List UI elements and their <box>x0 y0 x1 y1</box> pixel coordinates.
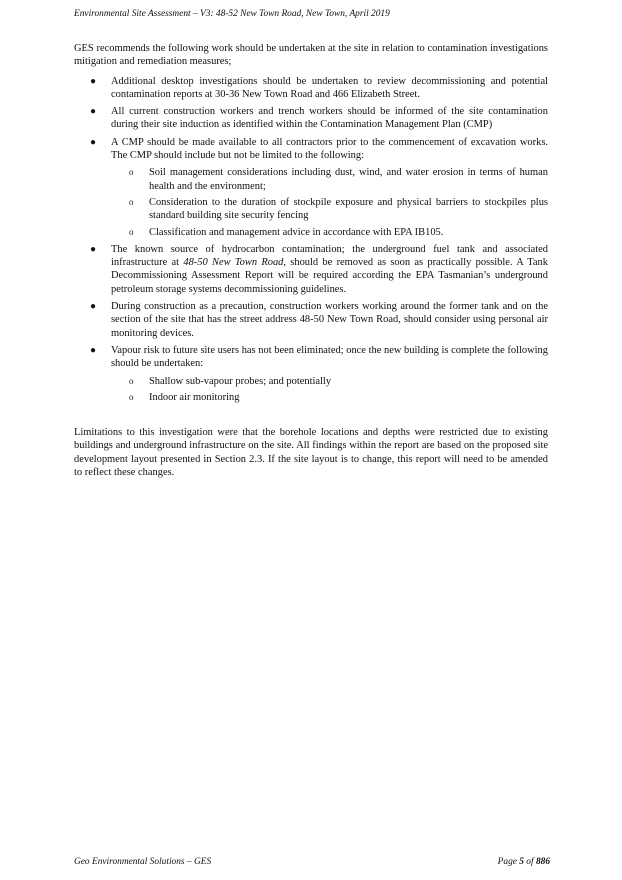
list-item <box>74 300 548 340</box>
sub-list-item <box>111 226 548 239</box>
sub-list-item <box>111 375 548 388</box>
list-item <box>74 75 548 102</box>
sub-list-item-text: Indoor air monitoring <box>149 391 240 403</box>
current-page: 5 <box>519 857 524 867</box>
sub-list-item-text: Soil management considerations including dust, wind, and water erosion in terms of human health and the environment; <box>149 167 548 192</box>
list-item-text: Vapour risk to future site users has not been eliminated; once the new building is complete the following should be undertaken: <box>111 344 548 370</box>
sub-list-item-text: Shallow sub-vapour probes; and potentially <box>149 375 332 387</box>
text-segment: , should be removed as soon as practically possible. A Tank Decommissioning Assessment Report will be required according the EPA Tasmanian’s underground petroleum storage systems decommissioning guidelines. <box>111 257 548 295</box>
vapour-sub-list <box>111 375 548 405</box>
bullet-marker: ● <box>90 136 97 148</box>
list-item-text: All current construction workers and trench workers should be informed of the site contamination during their site induction as identified within the Contamination Management Plan (CMP) <box>111 106 548 131</box>
sub-list-item-text: Classification and management advice in accordance with EPA IB105. <box>149 226 444 238</box>
list-item-text <box>111 244 548 295</box>
sub-list-item <box>111 391 548 404</box>
sub-list-item-text: Consideration to the duration of stockpile exposure and physical barriers to stockpiles plus standard building site security fencing <box>149 196 548 222</box>
page-prefix: Page <box>497 857 517 867</box>
bullet-marker: ● <box>90 344 97 356</box>
footer-page-number <box>498 857 550 867</box>
list-item <box>74 105 548 132</box>
list-item-text: A CMP should be made available to all contractors prior to the commencement of excavation works. The CMP should include but not be limited to the following: <box>111 136 548 162</box>
bullet-marker: ● <box>90 106 97 118</box>
total-pages: 886 <box>535 857 550 867</box>
footer-company: Geo Environmental Solutions – GES <box>74 857 212 867</box>
section-spacer <box>74 408 548 426</box>
sub-bullet-marker: o <box>129 391 134 402</box>
italic-address: 48-50 New Town Road <box>183 257 284 269</box>
body-content <box>74 42 548 479</box>
cmp-sub-list <box>111 166 548 238</box>
recommendations-list <box>74 75 548 405</box>
list-item-text: During construction as a precaution, construction workers working around the former tank and on the section of the site that has the street address 48-50 New Town Road, should consider using personal air monitoring devices. <box>111 301 548 339</box>
sub-bullet-marker: o <box>129 167 134 178</box>
list-item-text: Additional desktop investigations should be undertaken to review decommissioning and potential contamination reports at 30-36 New Town Road and 466 Elizabeth Street. <box>111 75 548 100</box>
sub-bullet-marker: o <box>129 226 134 237</box>
list-item <box>74 136 548 239</box>
bullet-marker: ● <box>90 301 97 313</box>
sub-bullet-marker: o <box>129 196 134 207</box>
sub-list-item <box>111 166 548 193</box>
bullet-marker: ● <box>90 243 97 255</box>
bullet-marker: ● <box>90 75 97 87</box>
sub-bullet-marker: o <box>129 375 134 386</box>
page-header: Environmental Site Assessment – V3: 48-52 New Town Road, New Town, April 2019 <box>74 9 390 19</box>
sub-list-item <box>111 196 548 223</box>
list-item <box>74 344 548 404</box>
intro-paragraph: GES recommends the following work should be undertaken at the site in relation to contamination investigations mitigation and remediation measures; <box>74 43 548 68</box>
limitations-paragraph: Limitations to this investigation were that the borehole locations and depths were restricted due to existing buildings and underground infrastructure on the site. All findings within the report are based on the proposed site development layout presented in Section 2.3. If the site layout is to change, this report will need to be amended to reflect these changes. <box>74 427 548 479</box>
text-segment: The known source of hydrocarbon contamination; the underground fuel tank and associated infrastructure at <box>111 243 548 269</box>
list-item <box>74 243 548 296</box>
page-of: of <box>526 857 534 867</box>
